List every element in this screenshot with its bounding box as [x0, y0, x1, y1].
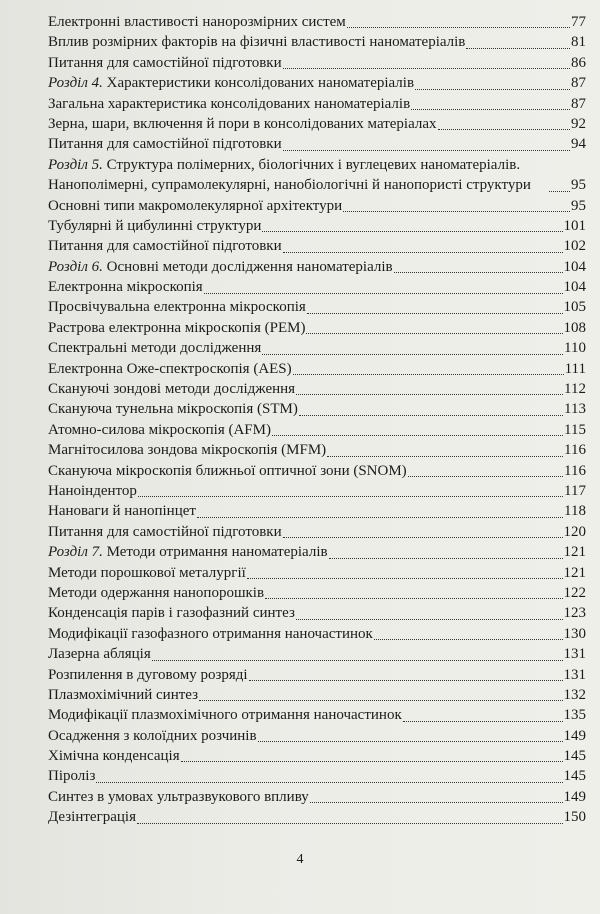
- dot-leader: [310, 802, 563, 803]
- toc-entry: [48, 501, 586, 521]
- toc-entry: [48, 32, 586, 52]
- page-number: 4: [296, 852, 304, 867]
- toc-entry-title: [48, 114, 437, 134]
- toc-page-number: 118: [564, 503, 586, 520]
- toc-page-number: 104: [563, 279, 586, 296]
- toc-entry: [48, 420, 586, 440]
- toc-entry-text: Лазерна абляція: [48, 646, 151, 663]
- toc-entry-text: Осадження з колоїдних розчинів: [48, 727, 257, 744]
- dot-leader: [197, 517, 563, 518]
- dot-leader: [549, 191, 570, 192]
- dot-leader: [438, 129, 570, 130]
- toc-entry-text: Спектральні методи дослідження: [48, 340, 262, 357]
- toc-entry-title: [48, 318, 305, 338]
- toc-entry: [48, 399, 586, 419]
- toc-entry-title: [48, 461, 407, 481]
- toc-entry-text: Скануюча тунельна мікроскопія (STM): [48, 401, 298, 418]
- toc-page-number: 92: [571, 115, 586, 132]
- dot-leader: [411, 109, 570, 110]
- toc-page-number: 95: [571, 197, 586, 214]
- toc-entry-text: Синтез в умовах ультразвукового впливу: [48, 788, 309, 805]
- toc-entry-text: Дезінтеграція: [48, 809, 136, 826]
- toc-entry: [48, 196, 586, 216]
- toc-entry: [48, 766, 586, 786]
- toc-part-label: Розділ 6.: [48, 258, 103, 275]
- toc-entry: [48, 114, 586, 134]
- toc-entry-title: [48, 644, 151, 664]
- toc-entry: [48, 583, 586, 603]
- toc-part-entry: [48, 542, 586, 562]
- toc-entry: [48, 787, 586, 807]
- toc-entry: [48, 705, 586, 725]
- toc-entry-title: [48, 583, 264, 603]
- toc-entry: [48, 359, 586, 379]
- toc-entry-title: [48, 501, 196, 521]
- toc-page-number: 120: [563, 523, 586, 540]
- dot-leader: [283, 252, 563, 253]
- toc-entry-title: [48, 216, 261, 236]
- toc-entry-text: Методи отримання наноматеріалів: [102, 544, 328, 561]
- toc-entry-title: [48, 32, 465, 52]
- dot-leader: [138, 496, 563, 497]
- toc-entry: [48, 726, 586, 746]
- toc-entry-text: Розпилення в дуговому розряді: [48, 666, 248, 683]
- toc-page-number: 116: [564, 442, 586, 459]
- dot-leader: [181, 761, 563, 762]
- toc-entry-text: Основні типи макромолекулярної архітектури: [48, 197, 343, 214]
- toc-entry-title: [48, 787, 309, 807]
- toc-entry: [48, 298, 586, 318]
- toc-entry-title: [48, 542, 328, 562]
- toc-page-number: 116: [564, 462, 586, 479]
- toc-page-number: 112: [564, 381, 586, 398]
- dot-leader: [249, 680, 563, 681]
- toc-entry: [48, 318, 586, 338]
- toc-page-number: 135: [563, 707, 586, 724]
- toc-entry-title: [48, 440, 326, 460]
- toc-page-number: 102: [563, 238, 586, 255]
- toc-page-number: 149: [563, 788, 586, 805]
- toc-part-label: Розділ 5.: [48, 156, 103, 173]
- toc-entry-text: Тубулярні й цибулинні структури: [48, 217, 262, 234]
- toc-entry-text: Конденсація парів і газофазний синтез: [48, 605, 295, 622]
- toc-entry: [48, 603, 586, 623]
- toc-entry: [48, 522, 586, 542]
- toc-entry-text: Питання для самостійної підготовки: [48, 523, 282, 540]
- toc-entry-title: [48, 481, 137, 501]
- toc-page-number: 132: [563, 686, 586, 703]
- toc-entry-text: Характеристики консолідованих наноматеріалів: [102, 75, 415, 92]
- toc-entry-title: [48, 624, 373, 644]
- toc-entry: [48, 379, 586, 399]
- toc-entry: [48, 624, 586, 644]
- toc-entry-title: [48, 338, 261, 358]
- toc-entry: [48, 665, 586, 685]
- toc-entry: [48, 685, 586, 705]
- toc-entry: [48, 563, 586, 583]
- toc-part-entry: [48, 257, 586, 277]
- dot-leader: [466, 48, 570, 49]
- toc-entry-text: Методи порошкової металургії: [48, 564, 246, 581]
- dot-leader: [343, 211, 570, 212]
- toc-entry-text: Плазмохімічний синтез: [48, 686, 199, 703]
- toc-entry-title: [48, 155, 548, 196]
- toc-entry-text: Скануючі зондові методи дослідження: [48, 381, 296, 398]
- dot-leader: [262, 231, 562, 232]
- toc-page-number: 110: [564, 340, 586, 357]
- dot-leader: [265, 598, 562, 599]
- toc-entry-title: [48, 665, 248, 685]
- toc-entry-text: Питання для самостійної підготовки: [48, 136, 282, 153]
- toc-entry-text: Магнітосилова зондова мікроскопія (MFM): [48, 442, 327, 459]
- toc-entry-title: [48, 134, 282, 154]
- toc-entry: [48, 440, 586, 460]
- toc-page-number: 122: [563, 584, 586, 601]
- toc-page-number: 94: [571, 136, 586, 153]
- toc-page-number: 108: [563, 319, 586, 336]
- toc-entry-text: Модифікації плазмохімічного отримання наночастинок: [48, 707, 402, 724]
- dot-leader: [299, 415, 563, 416]
- dot-leader: [293, 374, 564, 375]
- toc-entry-text: Модифікації газофазного отримання наночастинок: [48, 625, 373, 642]
- toc-page-number: 117: [564, 483, 586, 499]
- toc-page-number: 81: [571, 34, 586, 51]
- dot-leader: [403, 721, 563, 722]
- toc-page-number: 145: [563, 748, 586, 765]
- dot-leader: [272, 435, 563, 436]
- dot-leader: [329, 558, 563, 559]
- toc-entry-title: [48, 563, 246, 583]
- dot-leader: [306, 333, 562, 334]
- toc-entry-title: [48, 257, 393, 277]
- toc-entry-text: Нановаги й нанопінцет: [48, 503, 196, 520]
- toc-entry-title: [48, 726, 257, 746]
- toc-entry-text: Скануюча мікроскопія ближньої оптичної зони (SNOM): [48, 462, 407, 479]
- toc-entry: [48, 94, 586, 114]
- dot-leader: [307, 313, 563, 314]
- toc-entry-title: [48, 522, 282, 542]
- toc-entry-text: Методи одержання нанопорошків: [48, 584, 265, 601]
- toc-entry-text: Наноіндентор: [48, 483, 137, 499]
- toc-page-number: 131: [563, 646, 586, 663]
- toc-page-number: 111: [564, 360, 586, 377]
- toc-page-number: 131: [563, 666, 586, 683]
- toc-entry-title: [48, 603, 295, 623]
- toc-entry-title: [48, 766, 95, 786]
- toc-page-number: 150: [563, 809, 586, 826]
- toc-page-number: 104: [563, 258, 586, 275]
- toc-entry: [48, 134, 586, 154]
- toc-entry-text: Просвічувальна електронна мікроскопія: [48, 299, 306, 316]
- toc-entry: [48, 53, 586, 73]
- toc-part-label: Розділ 4.: [48, 75, 103, 92]
- toc-part-entry: [48, 155, 586, 196]
- toc-page-number: 149: [563, 727, 586, 744]
- toc-page-number: 130: [563, 625, 586, 642]
- toc-page-number: 77: [571, 13, 586, 30]
- dot-leader: [137, 823, 563, 824]
- toc-entry-title: [48, 12, 346, 32]
- toc-entry-text: Растрова електронна мікроскопія (PEM): [48, 319, 306, 336]
- toc-entry: [48, 481, 586, 501]
- dot-leader: [374, 639, 563, 640]
- toc-entry-title: [48, 705, 402, 725]
- toc-entry-title: [48, 53, 282, 73]
- toc-entry-title: [48, 73, 414, 93]
- toc-entry-text: Питання для самостійної підготовки: [48, 54, 282, 71]
- toc-entry-text: Хімічна конденсація: [48, 748, 180, 765]
- toc-part-entry: [48, 73, 586, 93]
- dot-leader: [296, 619, 563, 620]
- toc-entry-text: Електронна мікроскопія: [48, 279, 203, 296]
- toc-entry-title: [48, 359, 292, 379]
- toc-entry-title: [48, 297, 306, 317]
- table-of-contents: [48, 12, 586, 828]
- toc-page-number: 121: [563, 564, 586, 581]
- toc-entry: [48, 644, 586, 664]
- toc-entry: [48, 338, 586, 358]
- toc-entry-title: [48, 399, 298, 419]
- toc-page-number: 121: [563, 544, 586, 561]
- dot-leader: [262, 354, 563, 355]
- dot-leader: [283, 150, 570, 151]
- toc-page-number: 123: [563, 605, 586, 622]
- dot-leader: [327, 456, 563, 457]
- toc-entry-text: Основні методи дослідження наноматеріалів: [102, 258, 393, 275]
- toc-page-number: 87: [571, 95, 586, 112]
- toc-entry: [48, 277, 586, 297]
- toc-entry-text: Питання для самостійної підготовки: [48, 238, 282, 255]
- toc-entry: [48, 236, 586, 256]
- toc-entry: [48, 807, 586, 827]
- toc-entry-title: [48, 379, 295, 399]
- toc-entry: [48, 12, 586, 32]
- toc-page-number: 115: [564, 421, 586, 438]
- toc-page-number: 101: [563, 217, 586, 234]
- toc-entry: [48, 216, 586, 236]
- toc-page-number: 105: [563, 299, 586, 316]
- toc-page-number: 86: [571, 54, 586, 71]
- dot-leader: [199, 700, 562, 701]
- toc-page-number: 87: [571, 75, 586, 92]
- toc-entry-text: Загальна характеристика консолідованих наноматеріалів: [48, 95, 411, 112]
- toc-entry: [48, 746, 586, 766]
- toc-entry-text: Атомно-силова мікроскопія (AFM): [48, 421, 271, 438]
- dot-leader: [283, 68, 570, 69]
- toc-part-label: Розділ 7.: [48, 544, 103, 561]
- dot-leader: [347, 27, 570, 28]
- toc-entry-title: [48, 420, 271, 440]
- dot-leader: [394, 272, 563, 273]
- toc-entry-title: [48, 94, 410, 114]
- toc-entry-text: Піроліз: [48, 768, 96, 785]
- dot-leader: [408, 476, 563, 477]
- dot-leader: [415, 89, 570, 90]
- toc-entry-text: Вплив розмірних факторів на фізичні властивості наноматеріалів: [48, 34, 466, 51]
- toc-entry-title: [48, 746, 180, 766]
- toc-entry-text: Зерна, шари, включення й пори в консолідованих матеріалах: [48, 115, 437, 132]
- toc-page-number: 113: [564, 401, 586, 418]
- toc-page-number: 95: [571, 177, 586, 194]
- dot-leader: [258, 741, 563, 742]
- toc-entry-title: [48, 685, 198, 705]
- toc-entry-title: [48, 196, 342, 216]
- dot-leader: [204, 293, 563, 294]
- dot-leader: [283, 537, 563, 538]
- toc-entry-text: Структура полімерних, біологічних і вуглецевих наноматеріалів. Нанополімерні, супрамолекулярні, нанобіологічні й нанопористі структури: [48, 156, 531, 194]
- dot-leader: [296, 394, 563, 395]
- toc-page-number: 145: [563, 768, 586, 785]
- toc-entry: [48, 461, 586, 481]
- dot-leader: [247, 578, 563, 579]
- dot-leader: [152, 660, 563, 661]
- toc-entry-title: [48, 277, 203, 297]
- toc-entry-text: Електронна Оже-спектроскопія (AES): [48, 360, 292, 377]
- toc-entry-title: [48, 236, 282, 256]
- toc-entry-text: Електронні властивості нанорозмірних систем: [48, 13, 346, 30]
- dot-leader: [96, 782, 562, 783]
- toc-entry-title: [48, 807, 136, 827]
